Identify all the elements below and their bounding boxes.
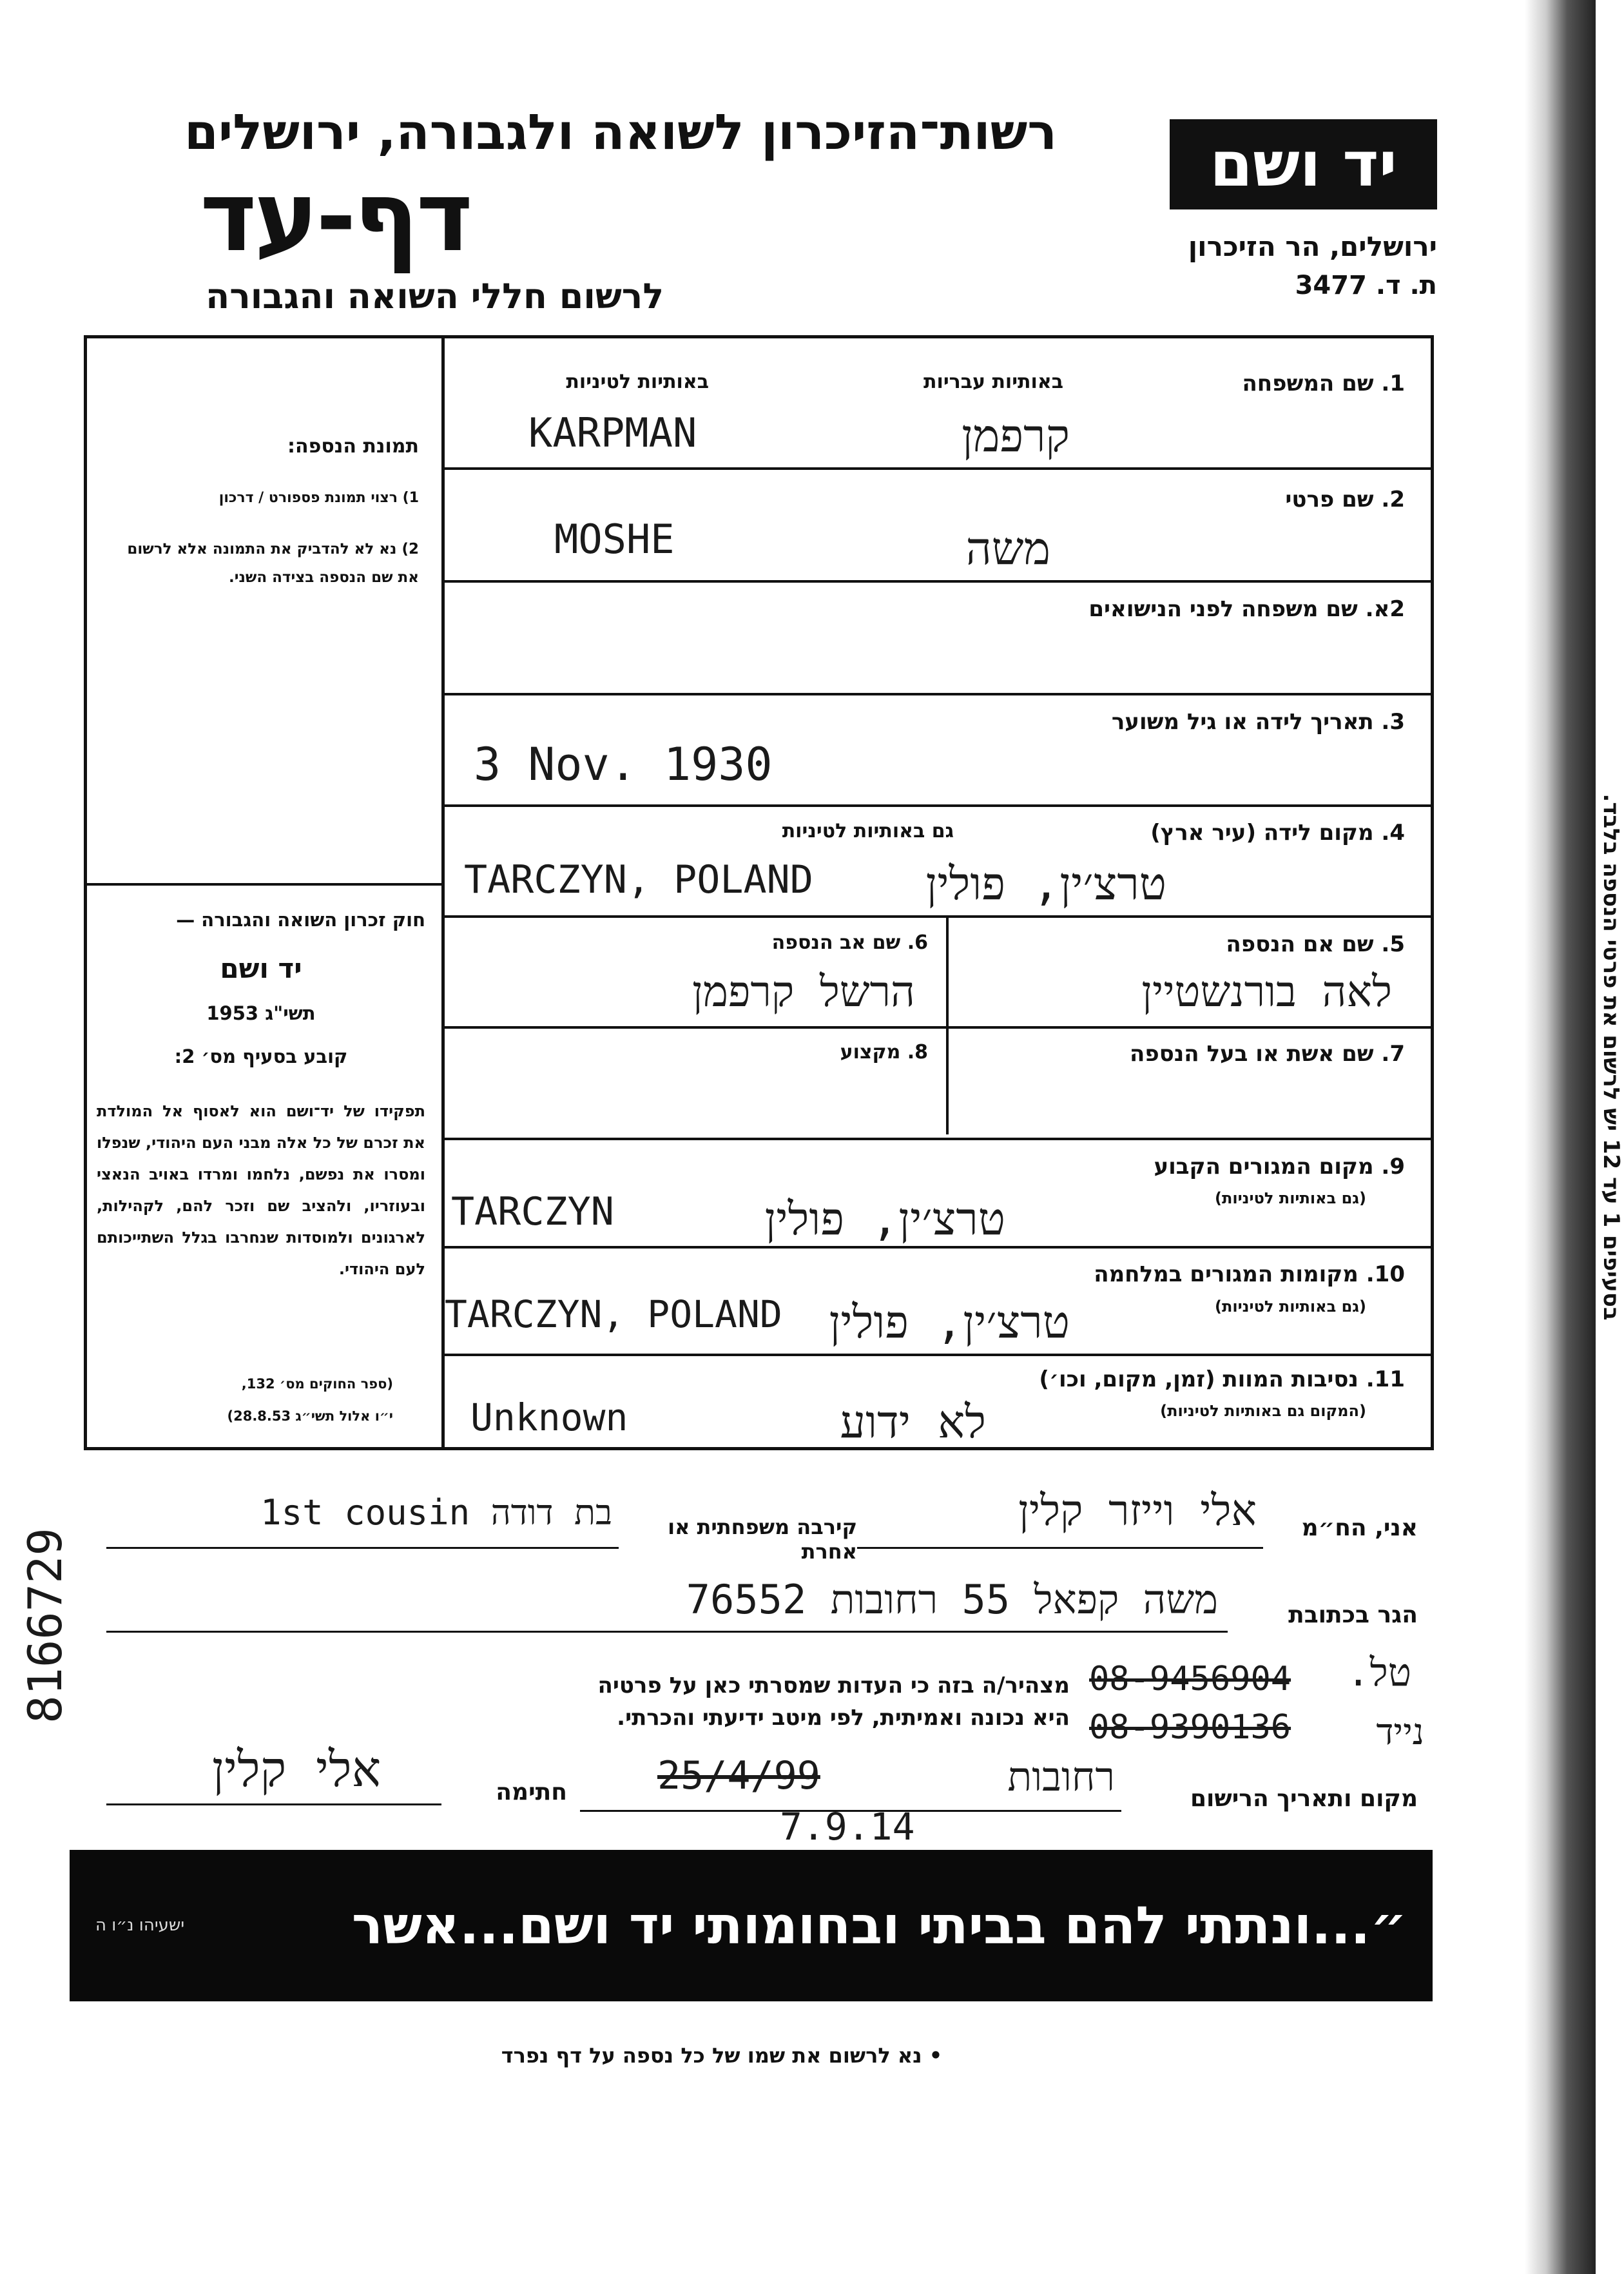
quote-banner-text: ״...ונתתי להם בביתי ובחומותי יד ושם...אשר לא יכרת״ bbox=[351, 1896, 1407, 2107]
field-11-latin-value[interactable]: Unknown bbox=[470, 1395, 628, 1439]
witness-phone-1[interactable]: 08-9456904 bbox=[1089, 1660, 1291, 1698]
latin-letters-heading: באותיות לטיניות bbox=[566, 371, 709, 393]
field-5-value[interactable]: לאה בורנשטיין bbox=[1141, 967, 1392, 1016]
scan-edge bbox=[1525, 0, 1596, 2274]
row-line-6 bbox=[445, 1026, 1434, 1029]
witness-relation-label: קירבה משפחתית או אחרת bbox=[668, 1515, 857, 1564]
photo-law-divider bbox=[84, 883, 445, 886]
footer-bullet: • bbox=[922, 2043, 943, 2068]
witness-address-value[interactable]: משה קפאל 55 רחובות 76552 bbox=[686, 1576, 1218, 1623]
witness-ani-value[interactable]: אלי וייזר קלין bbox=[1018, 1486, 1257, 1535]
witness-date-1[interactable]: 25/4/99 bbox=[657, 1753, 820, 1798]
field-11-hebrew-value[interactable]: לא ידוע bbox=[840, 1395, 986, 1448]
field-9-hebrew-value[interactable]: טרצ׳ין, פולין bbox=[764, 1192, 1005, 1245]
law-line-1: חוק זכרון השואה והגבורה — bbox=[176, 909, 425, 931]
field-9-label: 9. מקום המגורים הקבוע bbox=[1154, 1154, 1405, 1180]
witness-signature-value[interactable]: אלי קלין bbox=[211, 1740, 382, 1798]
field-4-sub-label: גם באותיות לטיניות bbox=[782, 820, 954, 842]
photo-note-1: 1) רצוי תמונת פספורט / דרכון bbox=[218, 490, 419, 506]
field-10-hebrew-value[interactable]: טרצ׳ין, פולין bbox=[829, 1296, 1070, 1348]
witness-phone-2[interactable]: 08-9390136 bbox=[1089, 1708, 1291, 1747]
quote-banner-source: ישעיהו נ״ו ה bbox=[95, 1916, 185, 1935]
row-line-10 bbox=[445, 1354, 1434, 1356]
row-line-1 bbox=[445, 467, 1434, 470]
field-10-sub-label: (גם באותיות לטיניות) bbox=[1215, 1297, 1366, 1316]
witness-declaration-1: מצהיר/ה בזה כי העדות שמסרתי כאן על פרטיה bbox=[597, 1673, 1070, 1698]
witness-phone-label: טל. bbox=[1346, 1650, 1411, 1695]
mid-divider bbox=[946, 915, 949, 1134]
witness-signature-line bbox=[106, 1803, 441, 1805]
witness-place-value[interactable]: רחובות bbox=[1007, 1753, 1115, 1800]
footer-note bbox=[387, 2043, 1057, 2068]
field-4-latin-value[interactable]: TARCZYN, POLAND bbox=[464, 857, 813, 902]
row-line-9 bbox=[445, 1246, 1434, 1249]
hebrew-letters-heading: באותיות עבריות bbox=[923, 371, 1063, 393]
witness-ani-line bbox=[857, 1547, 1263, 1549]
row-line-7 bbox=[445, 1138, 1434, 1140]
law-ref-2: י״ו אלול תשי״ג 28.8.53) bbox=[227, 1408, 393, 1424]
field-1-latin-value[interactable]: KARPMAN bbox=[528, 409, 697, 456]
witness-ani-label: אני, הח״מ bbox=[1301, 1515, 1418, 1541]
form-title: דף-עד bbox=[200, 161, 470, 273]
field-10-latin-value[interactable]: TARCZYN, POLAND bbox=[445, 1292, 782, 1336]
row-line-4 bbox=[445, 915, 1434, 918]
field-2-hebrew-value[interactable]: משה bbox=[965, 522, 1050, 575]
witness-relation-line bbox=[106, 1547, 619, 1549]
photo-title: תמונת הנספה: bbox=[287, 435, 419, 458]
row-line-2a bbox=[445, 693, 1434, 695]
field-6-label: 6. שם אב הנספה bbox=[771, 931, 928, 954]
law-line-3: תשי"ג 1953 bbox=[206, 1002, 316, 1024]
field-3-label: 3. תאריך לידה או גיל משוער bbox=[1111, 709, 1405, 735]
witness-signature-label: חתימה bbox=[496, 1779, 567, 1805]
field-2a-label: 2א. שם משפחה לפני הנישואים bbox=[1088, 596, 1405, 622]
org-title: רשות־הזיכרון לשואה ולגבורה, ירושלים bbox=[184, 103, 1057, 160]
field-5-label: 5. שם אם הנספה bbox=[1226, 931, 1405, 957]
vertical-note: בסעיפים 1 עד 12 יש לרשום את פרטי הנספה בלבד. bbox=[1598, 793, 1624, 1321]
field-1-hebrew-value[interactable]: קרפמן bbox=[962, 409, 1070, 462]
row-line-2 bbox=[445, 580, 1434, 583]
form-subtitle: לרשום חללי השואה והגבורה bbox=[206, 276, 664, 316]
witness-declaration-2: היא נכונה ואמיתית, לפי מיטב ידיעתי והכרתי. bbox=[617, 1705, 1070, 1731]
po-box: ת. ד. 3477 bbox=[1295, 271, 1437, 300]
field-1-label: 1. שם המשפחה bbox=[1242, 371, 1405, 396]
law-ref-1: (ספר החוקים מס׳ 132, bbox=[241, 1376, 393, 1392]
field-9-latin-value[interactable]: TARCZYN bbox=[451, 1189, 614, 1234]
logo-box bbox=[1170, 119, 1437, 209]
witness-address-line bbox=[106, 1631, 1228, 1633]
witness-address-label: הגר בכתובת bbox=[1288, 1602, 1418, 1628]
law-line-4: קובע בסעיף מס׳ 2: bbox=[174, 1045, 348, 1067]
law-body: תפקידו של יד־ושם הוא לאסוף אל המולדת את זכרם של כל אלה מבני העם היהודי, שנפלו ומסרו את נפשם, נלחמו ומרדו באויב הנאצי ובעוזריו, ולהציב שם וזכר להם, לקהילות, לארגונים ולמוסדות שנחרבו בגלל השתייכותם לעם היהודי. bbox=[97, 1102, 425, 1278]
field-7-label: 7. שם אשת או בעל הנספה bbox=[1130, 1041, 1405, 1067]
logo-text: יד ושם bbox=[1210, 128, 1397, 200]
field-10-label: 10. מקומות המגורים במלחמה bbox=[1094, 1261, 1405, 1287]
field-3-value[interactable]: 3 Nov. 1930 bbox=[474, 738, 773, 791]
field-8-label: 8. מקצוע bbox=[840, 1041, 928, 1064]
field-6-value[interactable]: הרשל קרפמן bbox=[692, 967, 915, 1016]
left-column-divider bbox=[441, 335, 445, 1450]
field-11-label: 11. נסיבות המוות (זמן, מקום, וכו׳) bbox=[1039, 1366, 1405, 1392]
address-line: ירושלים, הר הזיכרון bbox=[1188, 231, 1437, 262]
law-line-2: יד ושם bbox=[220, 953, 302, 984]
photo-note-2: 2) נא לא להדביק את התמונה אלא לרשום את שם הנספה בצידה השני. bbox=[127, 541, 419, 586]
field-2-latin-value[interactable]: MOSHE bbox=[554, 516, 675, 563]
field-4-label: 4. מקום לידה (עיר ארץ) bbox=[1150, 820, 1405, 846]
field-4-hebrew-value[interactable]: טרצ׳ין, פולין bbox=[925, 857, 1166, 910]
field-11-sub-label: (המקום גם באותיות לטיניות) bbox=[1160, 1402, 1366, 1420]
witness-date-2[interactable]: 7.9.14 bbox=[780, 1805, 915, 1849]
witness-mobile-label: נייד bbox=[1376, 1711, 1424, 1753]
footer-note-text: נא לרשום את שמו של כל נספה על דף נפרד bbox=[501, 2043, 922, 2068]
field-9-sub-label: (גם באותיות לטיניות) bbox=[1215, 1189, 1366, 1207]
row-line-3 bbox=[445, 804, 1434, 807]
witness-relation-value[interactable]: בת דודה 1st cousin bbox=[260, 1492, 612, 1533]
witness-place-date-label: מקום ותאריך הרישום bbox=[1190, 1785, 1418, 1812]
field-2-label: 2. שם פרטי bbox=[1285, 487, 1405, 512]
margin-number: 8166729 bbox=[18, 1528, 72, 1724]
